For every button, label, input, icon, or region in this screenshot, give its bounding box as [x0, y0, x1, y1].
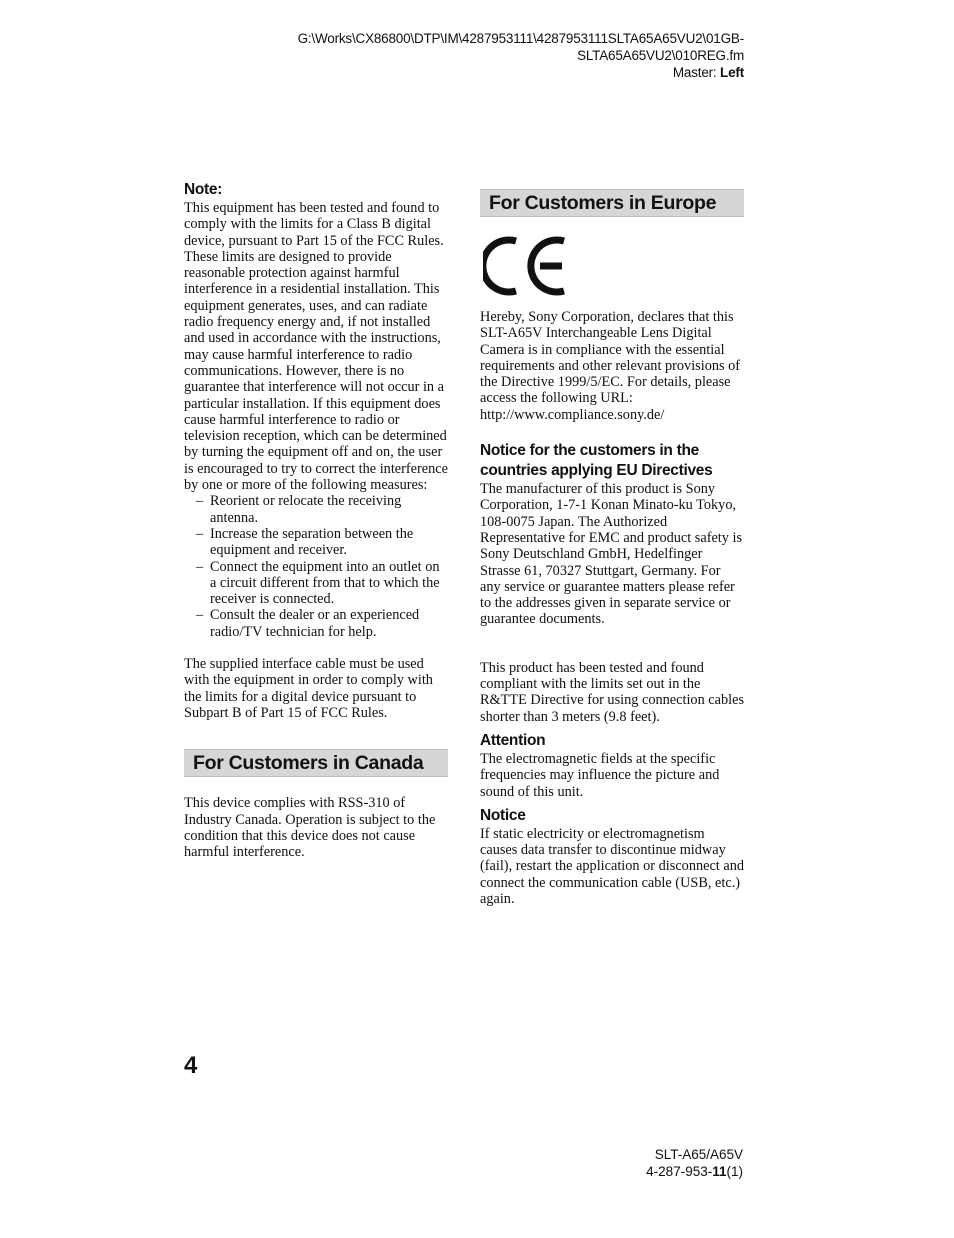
- document-code-revision: 11: [712, 1164, 727, 1179]
- list-item: – Connect the equipment into an outlet on a circuit different from that to which the receiver is connected.: [210, 559, 448, 608]
- attention-paragraph: The electromagnetic fields at the specific frequencies may influence the picture and sound of this unit.: [480, 750, 720, 800]
- page-footer: [646, 1146, 743, 1180]
- list-item: – Increase the separation between the equipment and receiver.: [210, 526, 448, 559]
- canada-paragraph: This device complies with RSS-310 of Industry Canada. Operation is subject to the condition that this device does not cause harmful interference.: [184, 795, 436, 861]
- rtte-paragraph: This product has been tested and found compliant with the limits set out in the R&TTE Directive for using connection cables shorter than 3 meters (9.8 feet).: [480, 659, 745, 725]
- compliance-url[interactable]: http://www.compliance.sony.de/: [480, 406, 665, 423]
- declaration-paragraph: Hereby, Sony Corporation, declares that this SLT-A65V Interchangeable Lens Digital Camera is in compliance with the essential requirements and other relevant provisions of the Directive 1999/5/EC. For details, please access the following URL:: [480, 309, 741, 407]
- list-item: – Consult the dealer or an experienced radio/TV technician for help.: [210, 607, 448, 640]
- eu-notice-heading: Notice for the customers in the countries applying EU Directives: [480, 442, 713, 480]
- eu-notice-paragraph: The manufacturer of this product is Sony Corporation, 1-7-1 Konan Minato-ku Tokyo, 108-0075 Japan. The Authorized Representative for EMC and product safety is Sony Deutschland GmbH, Hedelfinger Strasse 61, 70327 Stuttgart, Germany. For any service or guarantee matters please refer to the addresses given in separate service or guarantee documents.: [480, 481, 743, 628]
- page-number: 4: [184, 1052, 198, 1079]
- attention-heading: Attention: [480, 731, 546, 749]
- notice-heading: Notice: [480, 806, 526, 824]
- cable-paragraph: The supplied interface cable must be used with the equipment in order to comply with the limits for a digital device pursuant to Subpart B of Part 15 of FCC Rules.: [184, 656, 433, 721]
- master-page-line: [298, 64, 744, 81]
- limits-paragraph: These limits are designed to provide reasonable protection against harmful interference in a residential installation. This equipment generates, uses, and can radiate radio frequency energy and, if not installed and used in accordance with the instructions, may cause harmful interference to radio communications. However, there is no guarantee that interference will not occur in a particular installation. If this equipment does cause harmful interference to radio or television reception, which can be determined by turning the equipment off and on, the user is encouraged to try to correct the interference by one or more of the following measures:: [184, 248, 448, 494]
- file-path-line-2: SLTA65A65VU2\010REG.fm: [577, 48, 744, 63]
- measures-list: [184, 493, 448, 640]
- right-column: [480, 189, 744, 907]
- document-code-prefix: 4-287-953-: [646, 1164, 713, 1179]
- document-code: [646, 1163, 743, 1180]
- canada-section-heading: For Customers in Canada: [184, 749, 448, 777]
- note-heading: Note:: [184, 181, 223, 198]
- file-path-line-1: G:\Works\CX86800\DTP\IM\4287953111\4287953111SLTA65A65VU2\01GB-: [297, 31, 744, 46]
- ce-mark-icon: [483, 235, 567, 297]
- note-paragraph: This equipment has been tested and found to comply with the limits for a Class B digital device, pursuant to Part 15 of the FCC Rules.: [184, 200, 444, 249]
- page-header: [298, 30, 744, 81]
- europe-section-heading: For Customers in Europe: [480, 189, 744, 217]
- document-code-suffix: (1): [726, 1164, 743, 1179]
- master-value: Left: [720, 65, 744, 80]
- master-label: Master:: [672, 65, 721, 80]
- left-column: [184, 180, 448, 860]
- list-item: – Reorient or relocate the receiving antenna.: [210, 493, 448, 526]
- model-number: SLT-A65/A65V: [654, 1147, 743, 1162]
- notice-paragraph: If static electricity or electromagnetism causes data transfer to discontinue midway (fail), restart the application or disconnect and connect the communication cable (USB, etc.) again.: [480, 825, 744, 908]
